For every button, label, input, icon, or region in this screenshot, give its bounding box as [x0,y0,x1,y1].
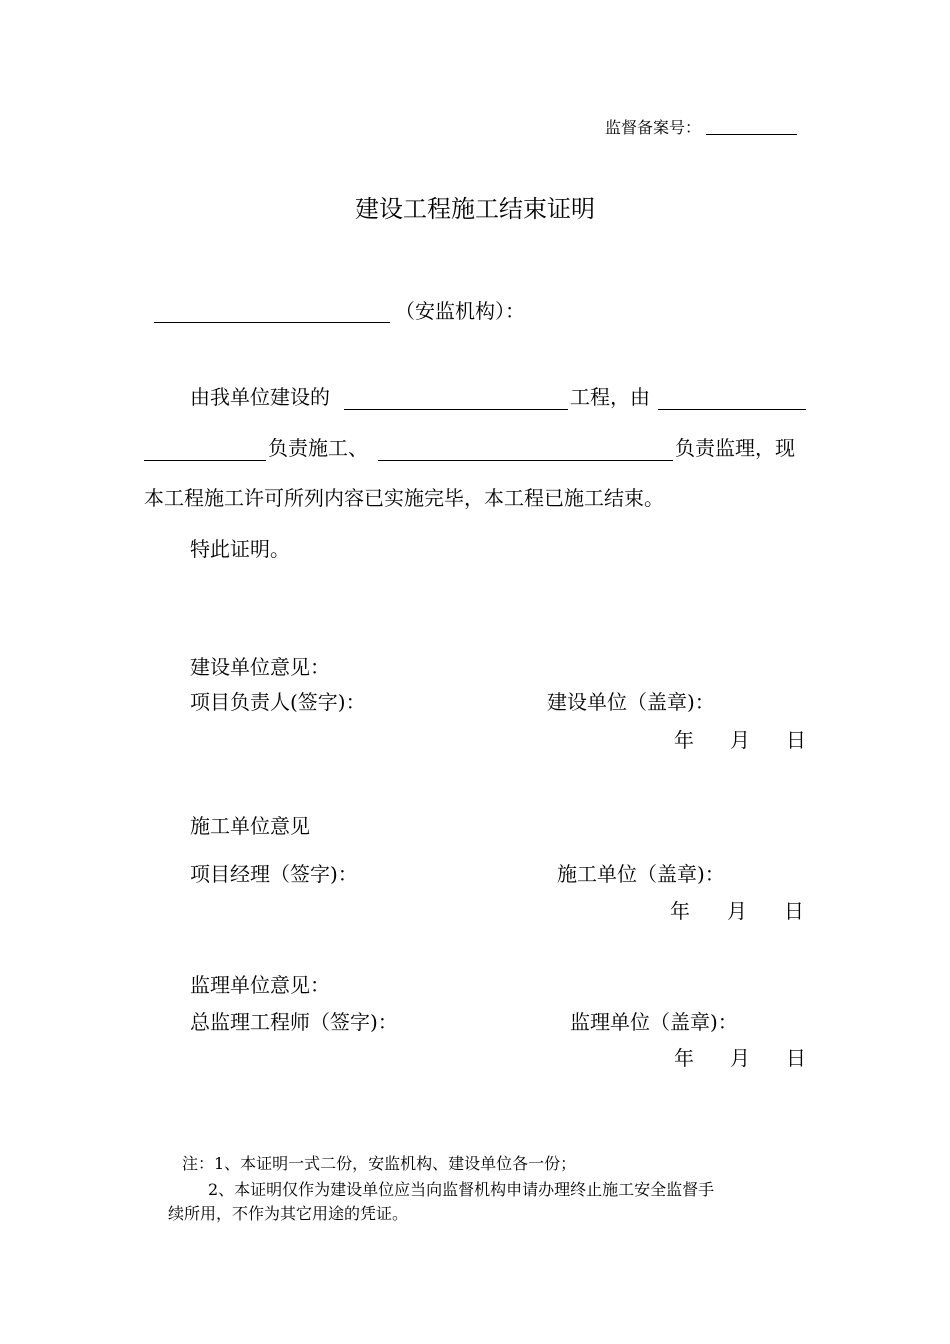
note-2: 2、本证明仅作为建设单位应当向监督机构申请办理终止施工安全监督手 [208,1180,715,1199]
page-title: 建设工程施工结束证明 [355,195,595,223]
record-number-label: 监督备案号： [605,118,702,137]
contractor-field-part2[interactable] [144,460,266,461]
body-text: 本工程施工许可所列内容已实施完毕，本工程已施工结束。 [144,486,664,510]
supervision-agency-field[interactable] [154,322,390,323]
date-day-label: 日 [784,899,804,923]
project-name-field[interactable] [344,409,568,410]
date-month-label: 月 [730,728,750,752]
date-year-label: 年 [674,728,694,752]
closing-text: 特此证明。 [190,537,290,561]
date-year-label: 年 [674,1046,694,1070]
body-text: 由我单位建设的 [190,385,330,409]
supervisor-company-field[interactable] [378,460,673,461]
section-heading: 建设单位意见： [190,655,330,679]
body-text: 工程，由 [570,385,650,409]
record-number-field[interactable] [706,134,797,135]
section-heading: 施工单位意见 [190,814,310,838]
note-1: 注：1、本证明一式二份，安监机构、建设单位各一份； [182,1154,577,1173]
date-day-label: 日 [786,1046,806,1070]
seal-label: 施工单位（盖章)： [557,862,725,886]
date-month-label: 月 [727,899,747,923]
body-text: 负责监理，现 [675,436,795,460]
addressee-suffix: （安监机构）： [395,299,525,323]
note-2-continued: 续所用，不作为其它用途的凭证。 [168,1204,409,1223]
seal-label: 监理单位（盖章)： [570,1010,738,1034]
date-month-label: 月 [730,1046,750,1070]
seal-label: 建设单位（盖章)： [547,690,715,714]
signer-label: 项目经理（签字)： [190,862,358,886]
body-text: 负责施工、 [268,436,368,460]
date-day-label: 日 [786,728,806,752]
section-heading: 监理单位意见： [190,973,330,997]
signer-label: 总监理工程师（签字)： [190,1010,398,1034]
signer-label: 项目负责人(签字)： [190,690,366,714]
date-year-label: 年 [670,899,690,923]
contractor-field-part1[interactable] [658,409,806,410]
